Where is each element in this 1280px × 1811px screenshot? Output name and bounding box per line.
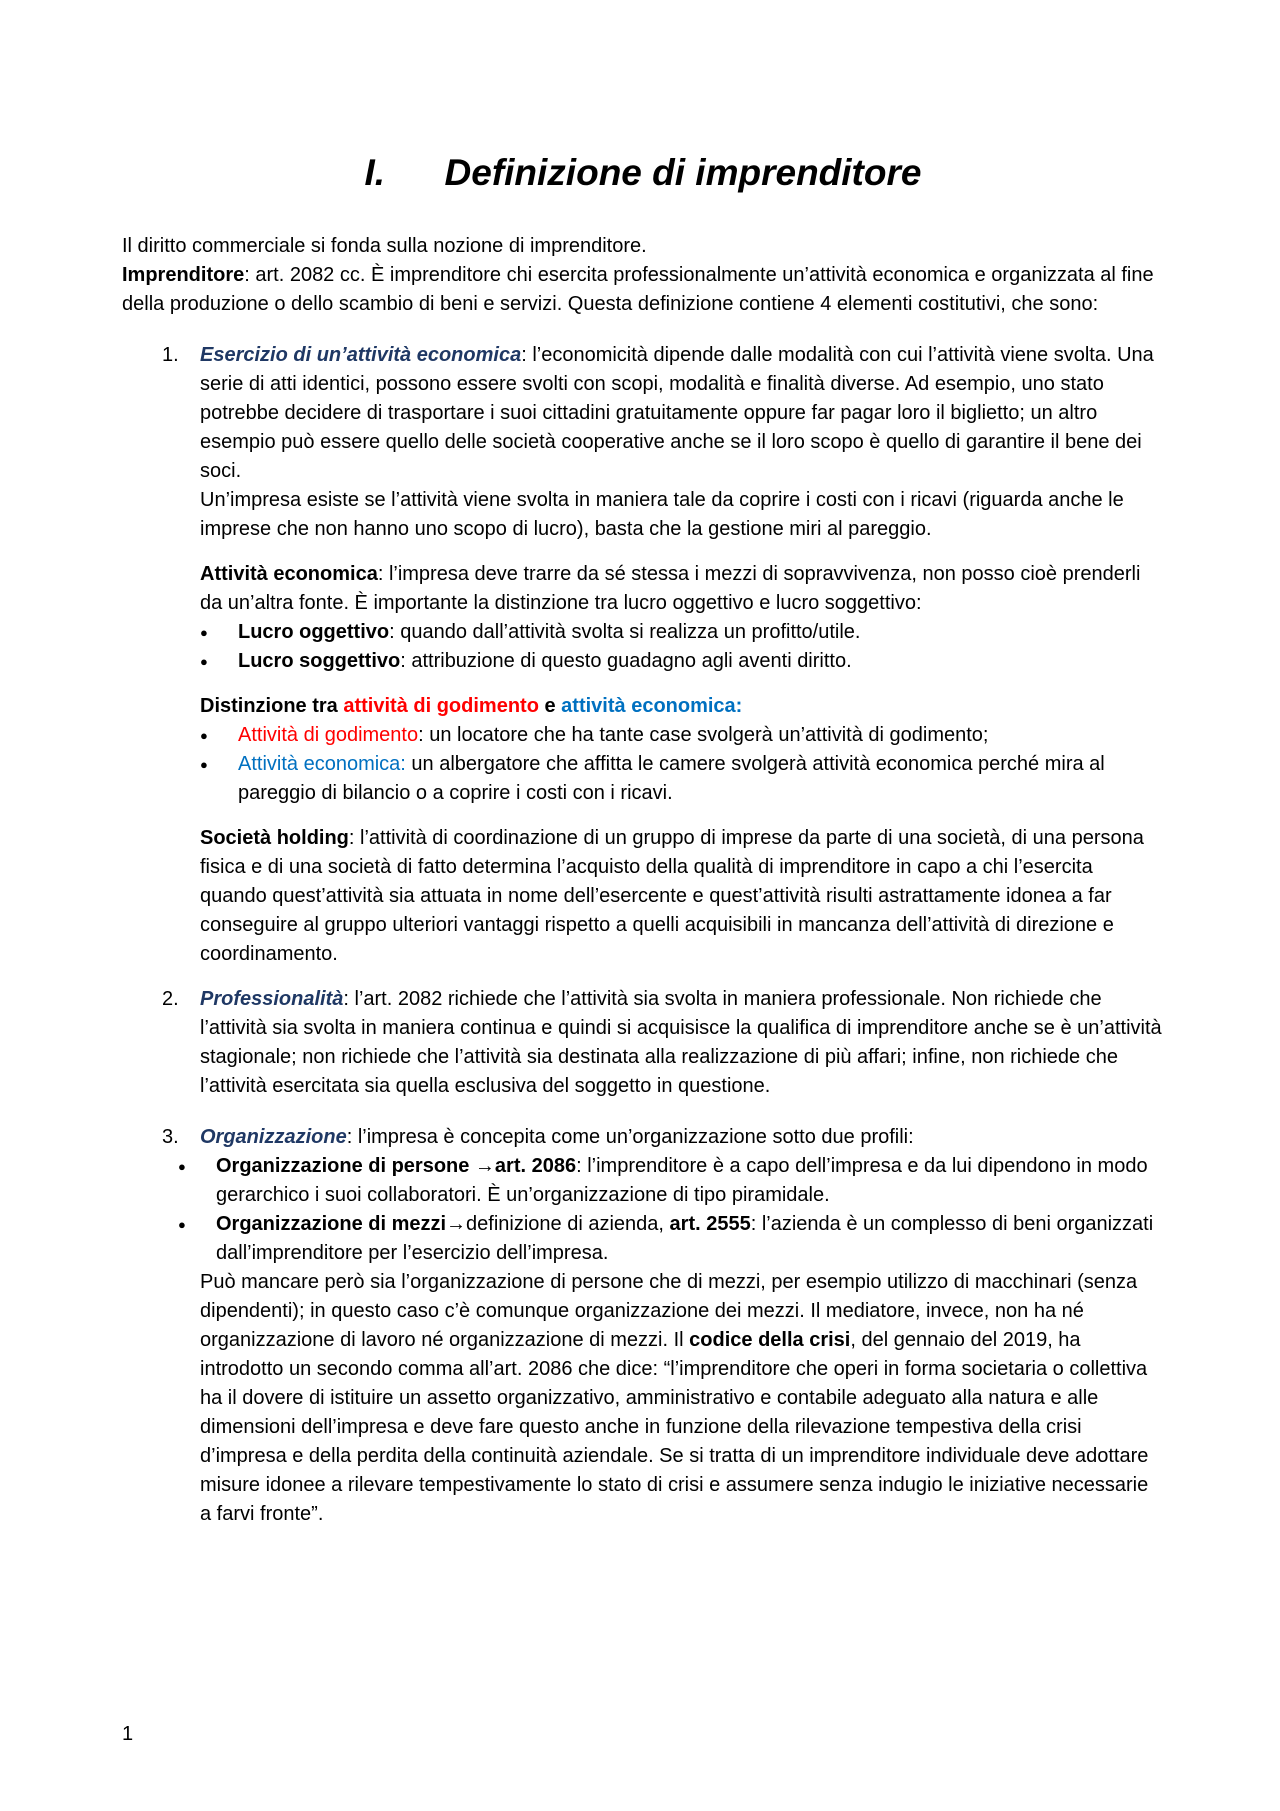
item2-label: Professionalità	[200, 988, 344, 1010]
closing-text: Può mancare però sia l’organizzazione di persone che di mezzi, per esempio utilizzo di macchinari (senza dipendenti); in questo caso c’è comunque organizzazione dei mezzi. Il mediatore, invece, non ha né organizzazione di lavoro né organizzazione di mezzi. Il	[200, 1271, 1138, 1351]
list-item	[200, 647, 1164, 676]
holding-label: Società holding	[200, 827, 349, 849]
lucro-label: Lucro oggettivo	[238, 621, 390, 643]
item1-text: : l’economicità dipende dalle modalità con cui l’attività viene svolta. Una serie di atti identici, possono essere svolti con scopi, modalità e finalità diverse. Ad esempio, uno stato potrebbe decidere di trasportare i suoi cittadini gratuitamente oppure far pagar loro il biglietto; un altro esempio può essere quello delle società cooperative anche se il loro scopo è quello di garantire il bene dei soci.	[200, 344, 1154, 482]
list-item-3	[122, 1123, 1164, 1152]
lucro-text: : quando dall’attività svolta si realizza un profitto/utile.	[389, 621, 861, 643]
item2-paragraph	[200, 985, 1164, 1101]
intro-definition	[122, 261, 1164, 319]
item3-closing-paragraph	[200, 1268, 1164, 1529]
item1-label: Esercizio di un’attività economica	[200, 344, 522, 366]
org-mezzi-label: Organizzazione di mezzi→	[216, 1213, 467, 1235]
title-number: I.	[364, 152, 386, 193]
organizzazione-list	[178, 1152, 1164, 1268]
org-persone-label: Organizzazione di persone →art. 2086	[216, 1155, 577, 1177]
holding-paragraph	[200, 824, 1164, 969]
definition-text: : art. 2082 cc. È imprenditore chi esercita professionalmente un’attività economica e organizzata al fine della produzione o dello scambio di beni e servizi. Questa definizione contiene 4 elementi costitutivi, che sono:	[122, 264, 1154, 315]
distinzione-heading	[200, 692, 1164, 721]
org-mezzi-mid: definizione di azienda,	[466, 1213, 670, 1235]
dist-item-label: Attività di godimento	[238, 724, 419, 746]
list-item	[178, 1152, 1164, 1210]
attivita-economica-paragraph	[200, 560, 1164, 618]
document-page	[122, 150, 1164, 1529]
org-mezzi-text: : l’azienda è un complesso di beni organizzati dall’imprenditore per l’esercizio dell’impresa.	[216, 1213, 1154, 1264]
item3-text: : l’impresa è concepita come un’organizzazione sotto due profili:	[346, 1126, 914, 1148]
dist-item-label: Attività economica:	[238, 753, 406, 775]
page-number: 1	[122, 1723, 134, 1745]
org-mezzi-art: art. 2555	[669, 1213, 751, 1235]
title-text: Definizione di imprenditore	[444, 152, 922, 193]
codice-crisi: codice della crisi	[689, 1329, 851, 1351]
lucro-list	[200, 618, 1164, 676]
item1-paragraph	[200, 341, 1164, 486]
holding-text: : l’attività di coordinazione di un gruppo di imprese da parte di una società, di una persona fisica e di una società di fatto determina l’acquisto della qualità di imprenditore in capo a chi l’esercita quando quest’attività sia attuata in nome dell’esercente e quest’attività risulti astrattamente idonea a far conseguire al gruppo ulteriori vantaggi rispetto a quelli acquisibili in mancanza dell’attività di direzione e coordinamento.	[200, 827, 1144, 965]
list-item	[178, 1210, 1164, 1268]
dist-item-text: : un locatore che ha tante case svolgerà un’attività di godimento;	[418, 724, 989, 746]
intro-line: Il diritto commerciale si fonda sulla nozione di imprenditore.	[122, 235, 647, 257]
item-number: 2.	[162, 988, 179, 1010]
item-number: 1.	[162, 344, 179, 366]
item3-bullets-wrap	[122, 1152, 1164, 1268]
org-persone-text: : l’imprenditore è a capo dell’impresa e da lui dipendono in modo gerarchico i suoi collaboratori. È un’organizzazione di tipo piramidale.	[216, 1155, 1148, 1206]
dist-item-text: un albergatore che affitta le camere svolgerà attività economica perché mira al pareggio di bilancio o a coprire i costi con i ricavi.	[238, 753, 1105, 804]
item3-closing	[122, 1268, 1164, 1529]
ae-text: : l’impresa deve trarre da sé stessa i mezzi di sopravvivenza, non posso cioè prenderli da un’altra fonte. È importante la distinzione tra lucro oggettivo e lucro soggettivo:	[200, 563, 1141, 614]
list-item	[200, 750, 1164, 808]
list-item	[200, 618, 1164, 647]
dist-b: attività economica:	[561, 695, 743, 717]
list-item-1	[122, 341, 1164, 969]
lucro-text: : attribuzione di questo guadagno agli aventi diritto.	[400, 650, 852, 672]
closing-rest: , del gennaio del 2019, ha introdotto un secondo comma all’art. 2086 che dice: “l’imprenditore che operi in forma societaria o collettiva ha il dovere di istituire un assetto organizzativo, amministrativo e contabile adeguato alla natura e alle dimensioni dell’impresa e deve fare questo anche in funzione della rilevazione tempestiva della crisi d’impresa e della perdita della continuità aziendale. Se si tratta di un imprenditore individuale deve adottare misure idonee a rilevare tempestivamente lo stato di crisi e assumere senza indugio le iniziative necessarie a farvi fronte”.	[200, 1329, 1149, 1525]
dist-prefix: Distinzione tra	[200, 695, 344, 717]
item1-paragraph-2: Un’impresa esiste se l’attività viene svolta in maniera tale da coprire i costi con i ricavi (riguarda anche le imprese che non hanno uno scopo di lucro), basta che la gestione miri al pareggio.	[200, 489, 1124, 540]
item3-paragraph	[200, 1123, 1164, 1152]
dist-mid: e	[538, 695, 562, 717]
list-item-2	[122, 985, 1164, 1101]
item2-text: : l’art. 2082 richiede che l’attività sia svolta in maniera professionale. Non richiede che l’attività sia svolta in maniera continua e quindi si acquisisce la qualifica di imprenditore anche se è un’attività stagionale; non richiede che l’attività sia destinata alla realizzazione di più affari; infine, non richiede che l’attività esercitata sia quella esclusiva del soggetto in questione.	[200, 988, 1162, 1097]
dist-a: attività di godimento	[343, 695, 539, 717]
page-title	[122, 150, 1164, 196]
list-item	[200, 721, 1164, 750]
distinzione-list	[200, 721, 1164, 808]
item3-label: Organizzazione	[200, 1126, 347, 1148]
definition-label: Imprenditore	[122, 264, 245, 286]
lucro-label: Lucro soggettivo	[238, 650, 401, 672]
item-number: 3.	[162, 1126, 179, 1148]
ae-label: Attività economica	[200, 563, 378, 585]
